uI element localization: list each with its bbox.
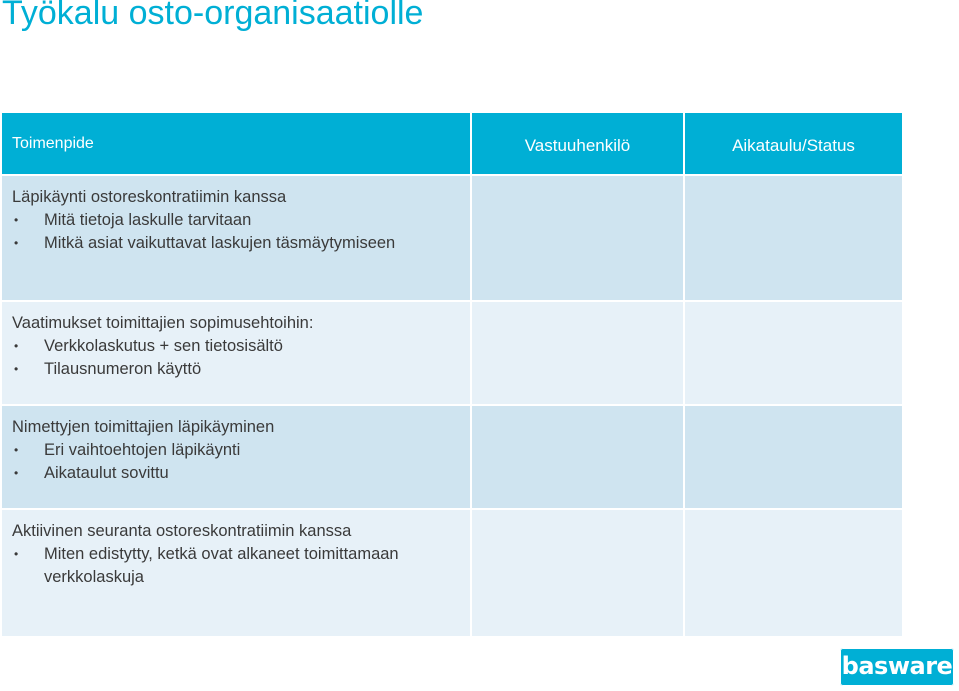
table-row-3-action (2, 406, 470, 508)
header-owner: Vastuuhenkilö (472, 113, 683, 174)
table-row-3-owner (472, 406, 683, 508)
table-row-3-status (685, 406, 902, 508)
table-row-2-owner (472, 302, 683, 404)
row-2-title: Vaatimukset toimittajien sopimusehtoihin: (12, 314, 314, 332)
row-4-title: Aktiivinen seuranta ostoreskontratiimin kanssa (12, 522, 352, 540)
table-row-1-owner (472, 176, 683, 300)
logo-text: basware (841, 651, 953, 680)
table-row-2-status (685, 302, 902, 404)
table-row-1-action (2, 176, 470, 300)
row-1-bullet-2: • Mitkä asiat vaikuttavat laskujen täsmäytymiseen (12, 232, 460, 255)
action-table (2, 113, 898, 628)
table-row-4-action (2, 510, 470, 636)
table-row-4-status (685, 510, 902, 636)
row-1-bullet-1: • Mitä tietoja laskulle tarvitaan (12, 209, 460, 232)
page-title: Työkalu osto-organisaatiolle (2, 0, 424, 32)
table-row-2-action (2, 302, 470, 404)
row-3-bullet-2: • Aikataulut sovittu (12, 462, 460, 485)
basware-logo (840, 648, 954, 686)
row-2-bullet-1: • Verkkolaskutus + sen tietosisältö (12, 335, 460, 358)
row-3-bullets (12, 439, 460, 485)
header-action: Toimenpide (2, 113, 470, 174)
row-3-bullet-1: • Eri vaihtoehtojen läpikäynti (12, 439, 460, 462)
row-1-title: Läpikäynti ostoreskontratiimin kanssa (12, 188, 287, 206)
row-3-title: Nimettyjen toimittajien läpikäyminen (12, 418, 275, 436)
row-2-bullet-2: • Tilausnumeron käyttö (12, 358, 460, 381)
row-1-bullets (12, 209, 460, 255)
row-2-bullets (12, 335, 460, 381)
table-row-1-status (685, 176, 902, 300)
row-4-bullets (12, 543, 460, 589)
table-row-4-owner (472, 510, 683, 636)
row-4-bullet-1: • Miten edistytty, ketkä ovat alkaneet toimittamaan verkkolaskuja (12, 543, 460, 589)
header-status: Aikataulu/Status (685, 113, 902, 174)
